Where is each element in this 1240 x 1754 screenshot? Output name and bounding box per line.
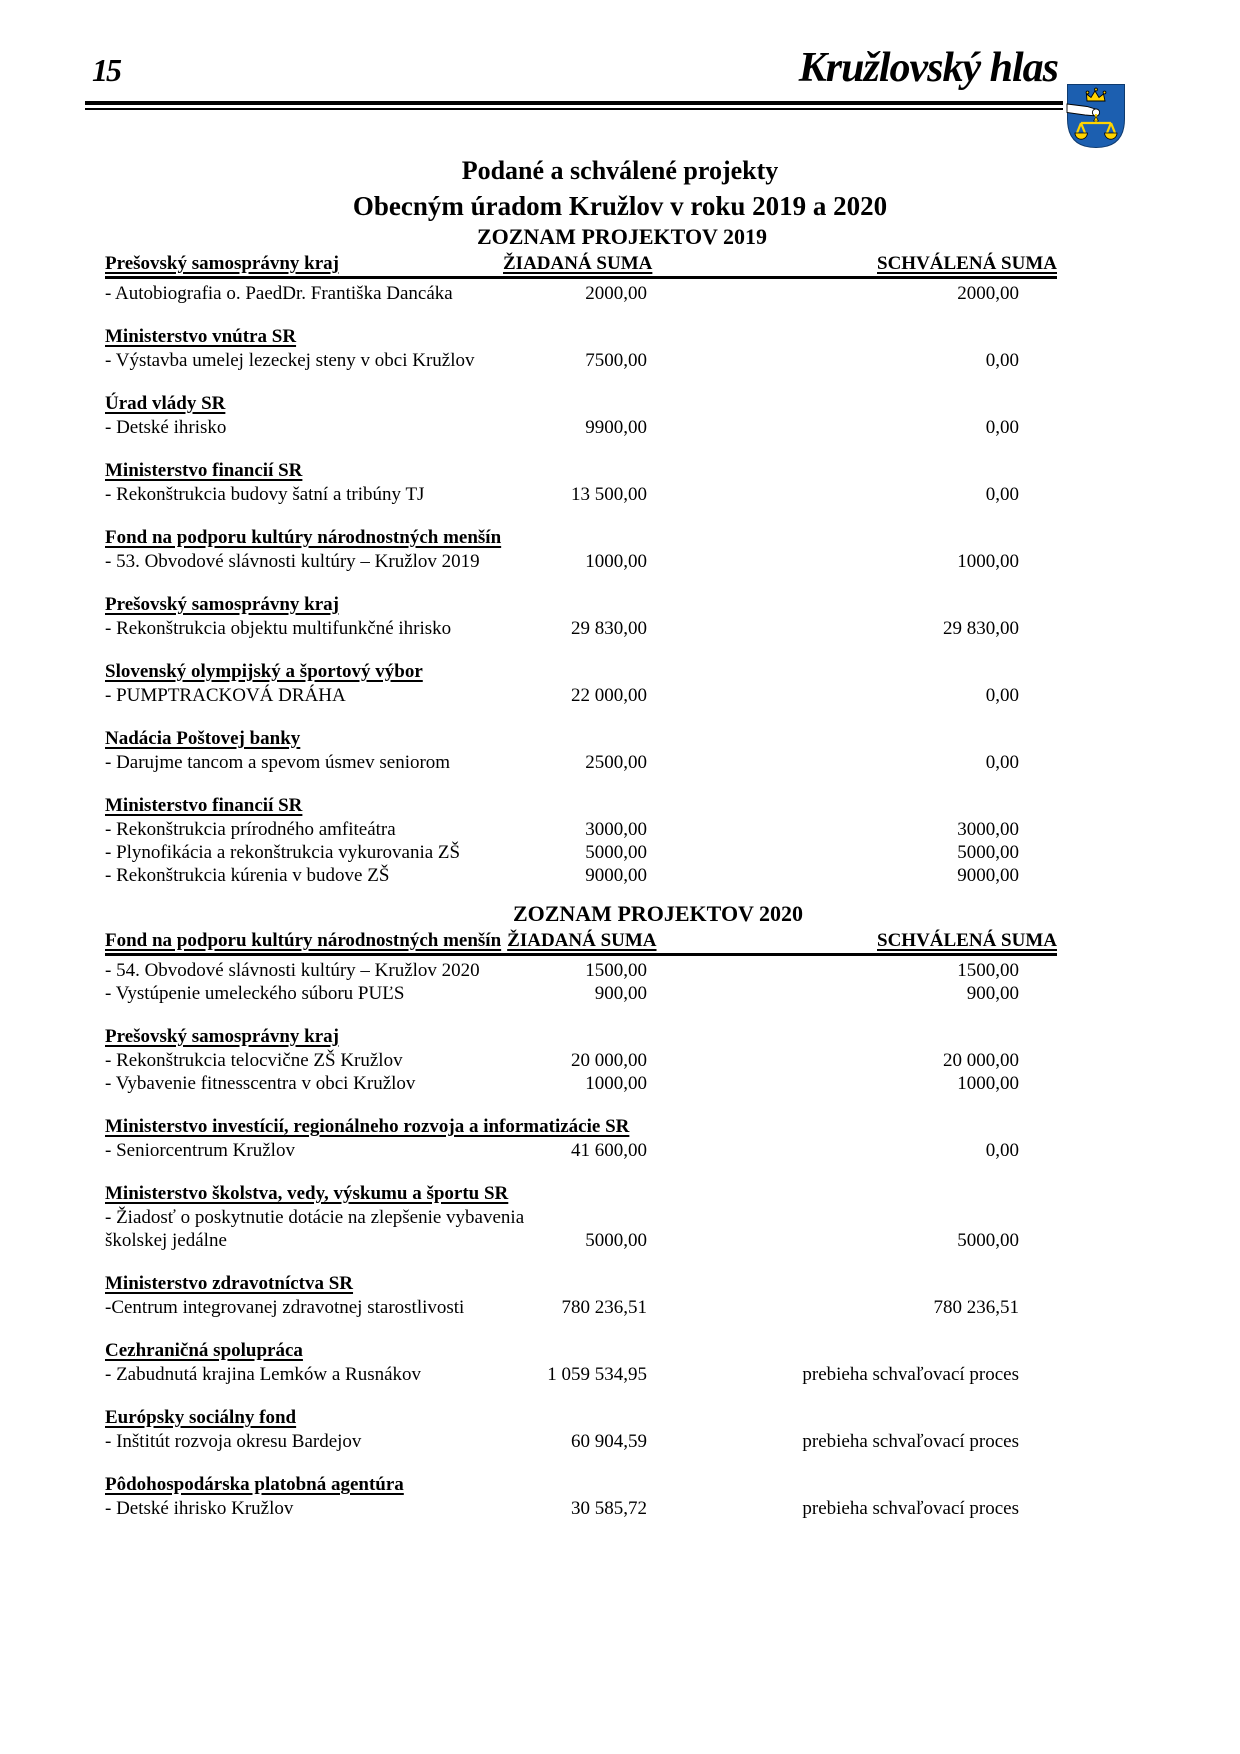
- funding-source-heading: Ministerstvo školstva, vedy, výskumu a športu SR: [105, 1183, 509, 1204]
- requested-amount: 7500,00: [585, 350, 647, 371]
- project-row: [105, 982, 1057, 1005]
- column-header-requested-sum: ŽIADANÁ SUMA: [503, 253, 653, 274]
- project-row: [105, 483, 1057, 506]
- approved-amount: 5000,00: [957, 1230, 1019, 1251]
- table-header-row: [105, 252, 1057, 279]
- funding-section: [105, 459, 1057, 506]
- approved-amount: 20 000,00: [943, 1050, 1019, 1071]
- project-row: [105, 841, 1057, 864]
- funding-source-heading: Úrad vlády SR: [105, 393, 226, 414]
- project-row: [105, 1497, 1057, 1520]
- header-rule: [85, 101, 1063, 110]
- funding-section: [105, 1115, 1057, 1162]
- project-name: - Rekonštrukcia telocvične ZŠ Kružlov: [105, 1050, 403, 1071]
- funding-source-heading: Ministerstvo financií SR: [105, 795, 303, 816]
- project-row: [105, 818, 1057, 841]
- table-header-row: [105, 929, 1057, 956]
- approved-amount: 29 830,00: [943, 618, 1019, 639]
- project-name: - Rekonštrukcia kúrenia v budove ZŠ: [105, 865, 390, 886]
- requested-amount: 2500,00: [585, 752, 647, 773]
- requested-amount: 29 830,00: [571, 618, 647, 639]
- approved-amount: prebieha schvaľovací proces: [802, 1364, 1019, 1385]
- list-heading: ZOZNAM PROJEKTOV 2019: [476, 224, 768, 249]
- funding-source-heading: Fond na podporu kultúry národnostných menšín: [105, 527, 502, 548]
- municipal-crest-icon: [1066, 83, 1126, 149]
- funding-source-heading: Ministerstvo financií SR: [105, 460, 303, 481]
- project-row: [105, 1296, 1057, 1319]
- project-name: - Rekonštrukcia objektu multifunkčné ihrisko: [105, 618, 452, 639]
- column-header-funding-source: Fond na podporu kultúry národnostných menšín: [105, 930, 502, 951]
- requested-amount: 20 000,00: [571, 1050, 647, 1071]
- requested-amount: 41 600,00: [571, 1140, 647, 1161]
- requested-amount: 5000,00: [585, 1230, 647, 1251]
- funding-source-heading: Prešovský samosprávny kraj: [105, 1026, 339, 1047]
- column-header-requested-sum: ŽIADANÁ SUMA: [507, 930, 657, 951]
- project-row: [105, 1139, 1057, 1162]
- funding-section: [105, 1025, 1057, 1095]
- approved-amount: 1500,00: [957, 960, 1019, 981]
- requested-amount: 780 236,51: [561, 1297, 647, 1318]
- column-header-approved-sum: SCHVÁLENÁ SUMA: [877, 930, 1057, 951]
- funding-source-heading: Ministerstvo zdravotníctva SR: [105, 1273, 354, 1294]
- approved-amount: 5000,00: [957, 842, 1019, 863]
- approved-amount: 0,00: [985, 685, 1019, 706]
- project-name: - Plynofikácia a rekonštrukcia vykurovania ZŠ: [105, 842, 461, 863]
- funding-section: [105, 1473, 1057, 1520]
- requested-amount: 900,00: [594, 983, 647, 1004]
- project-name: -Centrum integrovanej zdravotnej starostlivosti: [105, 1297, 465, 1318]
- requested-amount: 22 000,00: [571, 685, 647, 706]
- project-row: [105, 1072, 1057, 1095]
- column-header-funding-source: Prešovský samosprávny kraj: [105, 253, 339, 274]
- project-name: školskej jedálne: [105, 1230, 227, 1251]
- funding-source-heading: Pôdohospodárska platobná agentúra: [105, 1474, 404, 1495]
- project-name: - Inštitút rozvoja okresu Bardejov: [105, 1431, 362, 1452]
- approved-amount: 780 236,51: [933, 1297, 1019, 1318]
- project-row: [105, 959, 1057, 982]
- approved-amount: 0,00: [985, 417, 1019, 438]
- approved-amount: 0,00: [985, 484, 1019, 505]
- project-row: [105, 1049, 1057, 1072]
- requested-amount: [535, 1206, 647, 1229]
- funding-section: [105, 1339, 1057, 1386]
- project-name: - Seniorcentrum Kružlov: [105, 1140, 295, 1161]
- funding-section: [105, 593, 1057, 640]
- approved-amount: 9000,00: [957, 865, 1019, 886]
- approved-amount: prebieha schvaľovací proces: [802, 1431, 1019, 1452]
- project-name: - Rekonštrukcia budovy šatní a tribúny TJ: [105, 484, 425, 505]
- approved-amount: 1000,00: [957, 1073, 1019, 1094]
- requested-amount: 1000,00: [585, 551, 647, 572]
- project-name: - Vybavenie fitnesscentra v obci Kružlov: [105, 1073, 416, 1094]
- requested-amount: 9900,00: [585, 417, 647, 438]
- requested-amount: 3000,00: [585, 819, 647, 840]
- project-name: - PUMPTRACKOVÁ DRÁHA: [105, 685, 346, 706]
- project-row: [105, 864, 1057, 887]
- approved-amount: 0,00: [985, 350, 1019, 371]
- project-row: [105, 416, 1057, 439]
- requested-amount: 1 059 534,95: [547, 1364, 647, 1385]
- approved-amount: 2000,00: [957, 283, 1019, 304]
- project-name: - Detské ihrisko: [105, 417, 227, 438]
- funding-source-heading: Nadácia Poštovej banky: [105, 728, 301, 749]
- article-title-line2: Obecným úradom Kružlov v roku 2019 a 2020: [352, 191, 888, 221]
- requested-amount: 30 585,72: [571, 1498, 647, 1519]
- project-name: - 54. Obvodové slávnosti kultúry – Kružlov 2020: [105, 960, 480, 981]
- requested-amount: 5000,00: [585, 842, 647, 863]
- article-title-line1: Podané a schválené projekty: [461, 156, 779, 185]
- project-name: - Vystúpenie umeleckého súboru PUĽS: [105, 983, 405, 1004]
- project-row: [105, 282, 1057, 305]
- project-row: [105, 684, 1057, 707]
- approved-amount: 1000,00: [957, 551, 1019, 572]
- article-title-block: [0, 154, 1240, 225]
- header-rule-thick-line: [85, 101, 1063, 105]
- funding-source-heading: Slovenský olympijský a športový výbor: [105, 661, 423, 682]
- project-row: [105, 349, 1057, 372]
- approved-amount: prebieha schvaľovací proces: [802, 1498, 1019, 1519]
- approved-amount: 900,00: [966, 983, 1019, 1004]
- requested-amount: 1000,00: [585, 1073, 647, 1094]
- funding-section: [105, 1182, 1057, 1252]
- funding-section: [105, 526, 1057, 573]
- project-row: [105, 1229, 1057, 1252]
- approved-amount: 0,00: [985, 752, 1019, 773]
- list-heading: ZOZNAM PROJEKTOV 2020: [512, 901, 804, 926]
- project-row: [105, 1430, 1057, 1453]
- funding-section: [105, 1272, 1057, 1319]
- funding-section: [105, 660, 1057, 707]
- funding-source-heading: Ministerstvo vnútra SR: [105, 326, 297, 347]
- requested-amount: 2000,00: [585, 283, 647, 304]
- funding-section: [105, 794, 1057, 887]
- funding-section: [105, 727, 1057, 774]
- header-rule-thin-line: [85, 108, 1063, 110]
- project-row: [105, 751, 1057, 774]
- approved-amount: 3000,00: [957, 819, 1019, 840]
- funding-source-heading: Cezhraničná spolupráca: [105, 1340, 303, 1361]
- funding-section: [105, 325, 1057, 372]
- project-name: - Autobiografia o. PaedDr. Františka Dancáka: [105, 283, 453, 304]
- funding-source-heading: Prešovský samosprávny kraj: [105, 594, 339, 615]
- project-name: - Žiadosť o poskytnutie dotácie na zlepšenie vybavenia: [105, 1207, 525, 1228]
- project-row: [105, 1206, 1057, 1229]
- project-name: - 53. Obvodové slávnosti kultúry – Kružlov 2019: [105, 551, 480, 572]
- funding-source-heading: Európsky sociálny fond: [105, 1407, 297, 1428]
- requested-amount: 1500,00: [585, 960, 647, 981]
- project-name: - Darujme tancom a spevom úsmev seniorom: [105, 752, 451, 773]
- funding-section: [105, 1406, 1057, 1453]
- project-lists: [105, 224, 1057, 1520]
- project-row: [105, 1363, 1057, 1386]
- masthead-title: Kružlovský hlas: [798, 45, 1058, 91]
- project-name: - Zabudnutá krajina Lemków a Rusnákov: [105, 1364, 422, 1385]
- requested-amount: 60 904,59: [571, 1431, 647, 1452]
- approved-amount: [647, 1206, 1019, 1229]
- column-header-approved-sum: SCHVÁLENÁ SUMA: [877, 253, 1057, 274]
- requested-amount: 9000,00: [585, 865, 647, 886]
- funding-section: [105, 959, 1057, 1005]
- funding-source-heading: Ministerstvo investícií, regionálneho rozvoja a informatizácie SR: [105, 1116, 630, 1137]
- project-name: - Detské ihrisko Kružlov: [105, 1498, 294, 1519]
- requested-amount: 13 500,00: [571, 484, 647, 505]
- project-name: - Výstavba umelej lezeckej steny v obci Kružlov: [105, 350, 475, 371]
- funding-section: [105, 282, 1057, 305]
- project-row: [105, 617, 1057, 640]
- approved-amount: 0,00: [985, 1140, 1019, 1161]
- project-row: [105, 550, 1057, 573]
- funding-section: [105, 392, 1057, 439]
- project-name: - Rekonštrukcia prírodného amfiteátra: [105, 819, 396, 840]
- page-number: 15: [92, 52, 120, 88]
